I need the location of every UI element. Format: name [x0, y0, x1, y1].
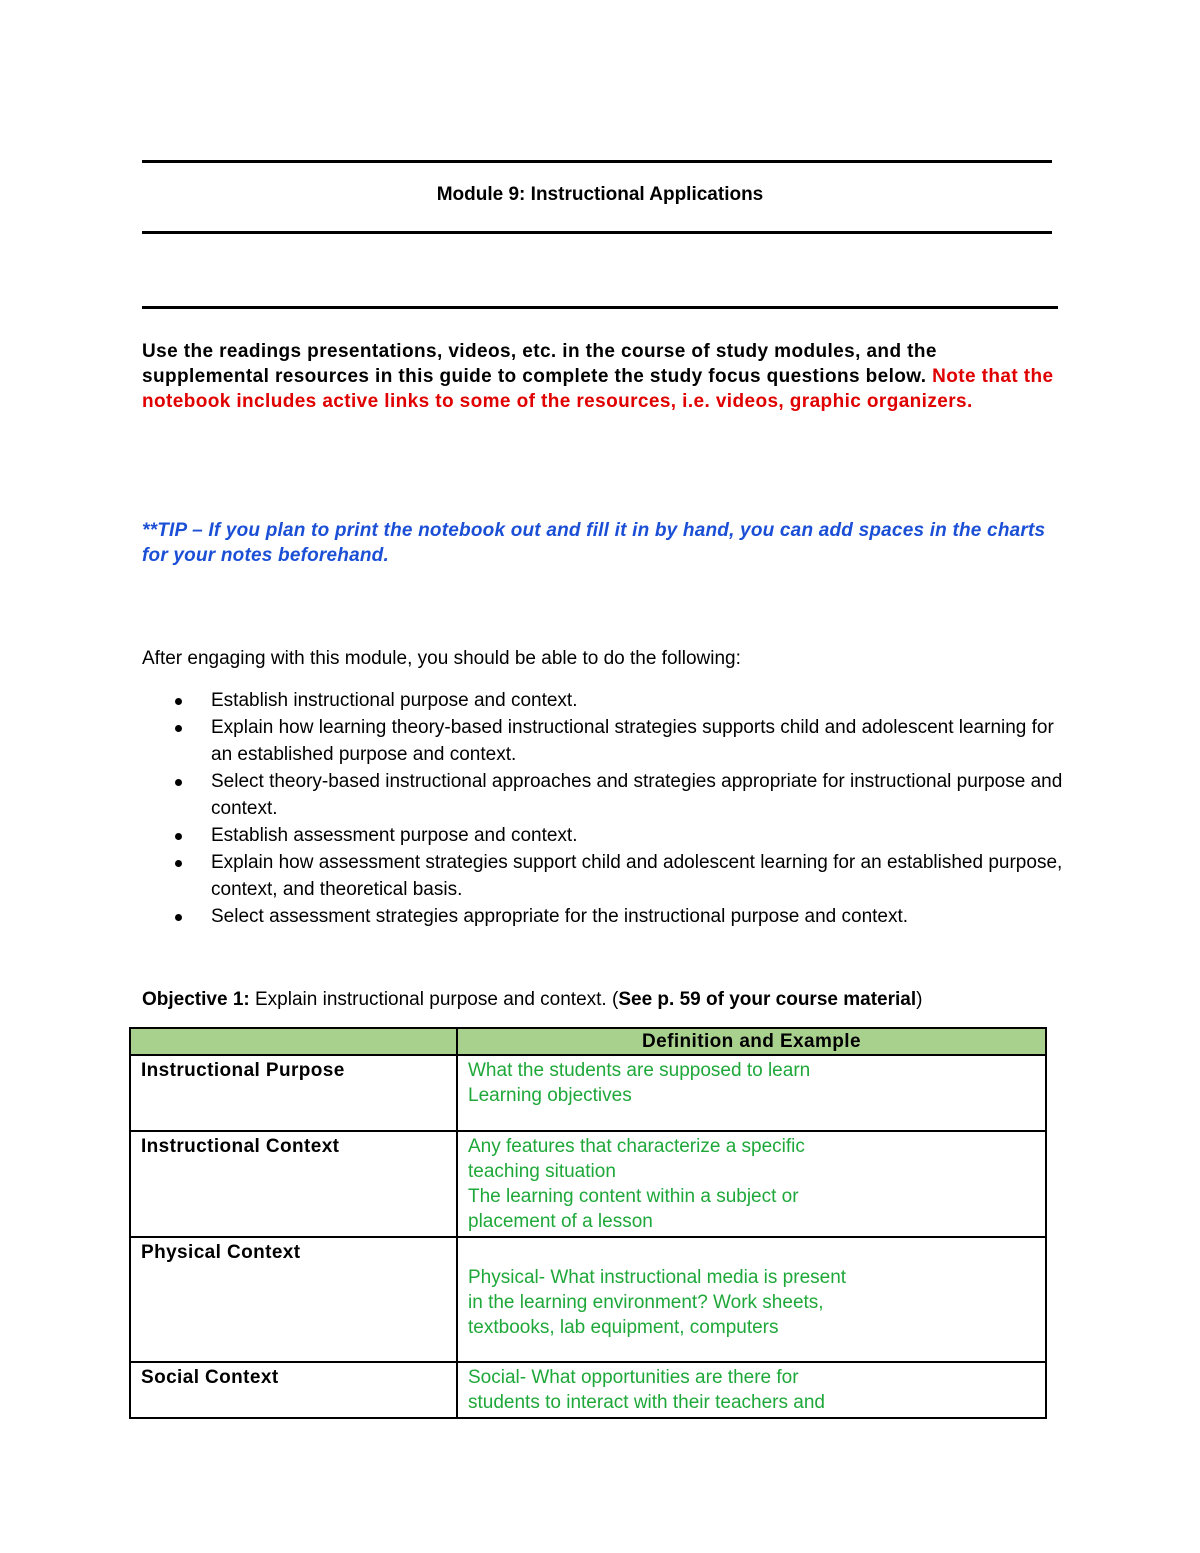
bullet-icon [175, 914, 182, 921]
objective-ref-close: ) [916, 989, 923, 1010]
row-label[interactable]: Physical Context [130, 1237, 457, 1362]
list-item [142, 714, 1072, 768]
list-item [142, 822, 1072, 849]
definition-line: The learning content within a subject or [468, 1186, 799, 1207]
definition-line: Learning objectives [468, 1085, 632, 1106]
row-label[interactable]: Social Context [130, 1362, 457, 1418]
intro-bold-text: Use the readings presentations, videos, etc. in the course of study modules, and the supplemental resources in this guide to complete the study focus questions below. [142, 341, 937, 387]
outcomes-lead: After engaging with this module, you should be able to do the following: [142, 648, 741, 669]
title-top-rule [142, 160, 1052, 163]
definition-line: Social- What opportunities are there for [468, 1367, 799, 1388]
objective-heading [142, 987, 922, 1012]
row-definition-cell[interactable] [457, 1055, 1046, 1131]
definition-line [468, 1240, 1035, 1265]
page-title: Module 9: Instructional Applications [436, 184, 764, 205]
intro-paragraph [142, 339, 1062, 414]
table-row [130, 1055, 1046, 1131]
list-item-text: Select assessment strategies appropriate for the instructional purpose and context. [211, 906, 909, 927]
table-header-empty [130, 1028, 457, 1055]
section-divider [142, 306, 1058, 309]
row-definition-cell[interactable] [457, 1362, 1046, 1418]
row-definition-cell[interactable] [457, 1131, 1046, 1237]
bullet-icon [175, 725, 182, 732]
objective-label: Objective 1: [142, 989, 250, 1010]
list-item-text: Establish assessment purpose and context. [211, 825, 578, 846]
bullet-icon [175, 833, 182, 840]
table-row [130, 1362, 1046, 1418]
definition-line: teaching situation [468, 1161, 616, 1182]
definition-line: What the students are supposed to learn [468, 1060, 811, 1081]
definition-line: in the learning environment? Work sheets, [468, 1292, 824, 1313]
row-label[interactable]: Instructional Context [130, 1131, 457, 1237]
definition-line: students to interact with their teachers and [468, 1392, 825, 1413]
row-definition-cell[interactable] [457, 1237, 1046, 1362]
row-label[interactable]: Instructional Purpose [130, 1055, 457, 1131]
title-bottom-rule [142, 231, 1052, 234]
outcomes-list [142, 687, 1072, 930]
table-header-definition: Definition and Example [457, 1028, 1046, 1055]
bullet-icon [175, 779, 182, 786]
objective-reference: See p. 59 of your course material [618, 989, 917, 1010]
definition-line: Physical- What instructional media is present [468, 1267, 847, 1288]
list-item [142, 849, 1072, 903]
list-item [142, 903, 1072, 930]
table-row [130, 1237, 1046, 1362]
definition-line: placement of a lesson [468, 1211, 653, 1232]
list-item [142, 768, 1072, 822]
list-item-text: Establish instructional purpose and context. [211, 690, 578, 711]
objective-ref-open: ( [612, 989, 619, 1010]
objective-table [129, 1027, 1047, 1419]
list-item [142, 687, 1072, 714]
list-item-text: Explain how learning theory-based instructional strategies supports child and adolescent learning for an established purpose and context. [211, 717, 1054, 765]
tip-paragraph: **TIP – If you plan to print the notebook out and fill it in by hand, you can add spaces in the charts for your notes beforehand. [142, 520, 1046, 566]
list-item-text: Explain how assessment strategies support child and adolescent learning for an established purpose, context, and theoretical basis. [211, 852, 1063, 900]
bullet-icon [175, 860, 182, 867]
intro-note-link-text: Note that the notebook includes active links to some of the resources, i.e. videos, graphic organizers. [142, 366, 1054, 412]
list-item-text: Select theory-based instructional approaches and strategies appropriate for instructional purpose and context. [211, 771, 1063, 819]
definition-line: Any features that characterize a specific [468, 1136, 805, 1157]
table-header-row [130, 1028, 1046, 1055]
definition-line: textbooks, lab equipment, computers [468, 1317, 779, 1338]
table-row [130, 1131, 1046, 1237]
objective-text: Explain instructional purpose and context. [249, 989, 612, 1010]
bullet-icon [175, 698, 182, 705]
